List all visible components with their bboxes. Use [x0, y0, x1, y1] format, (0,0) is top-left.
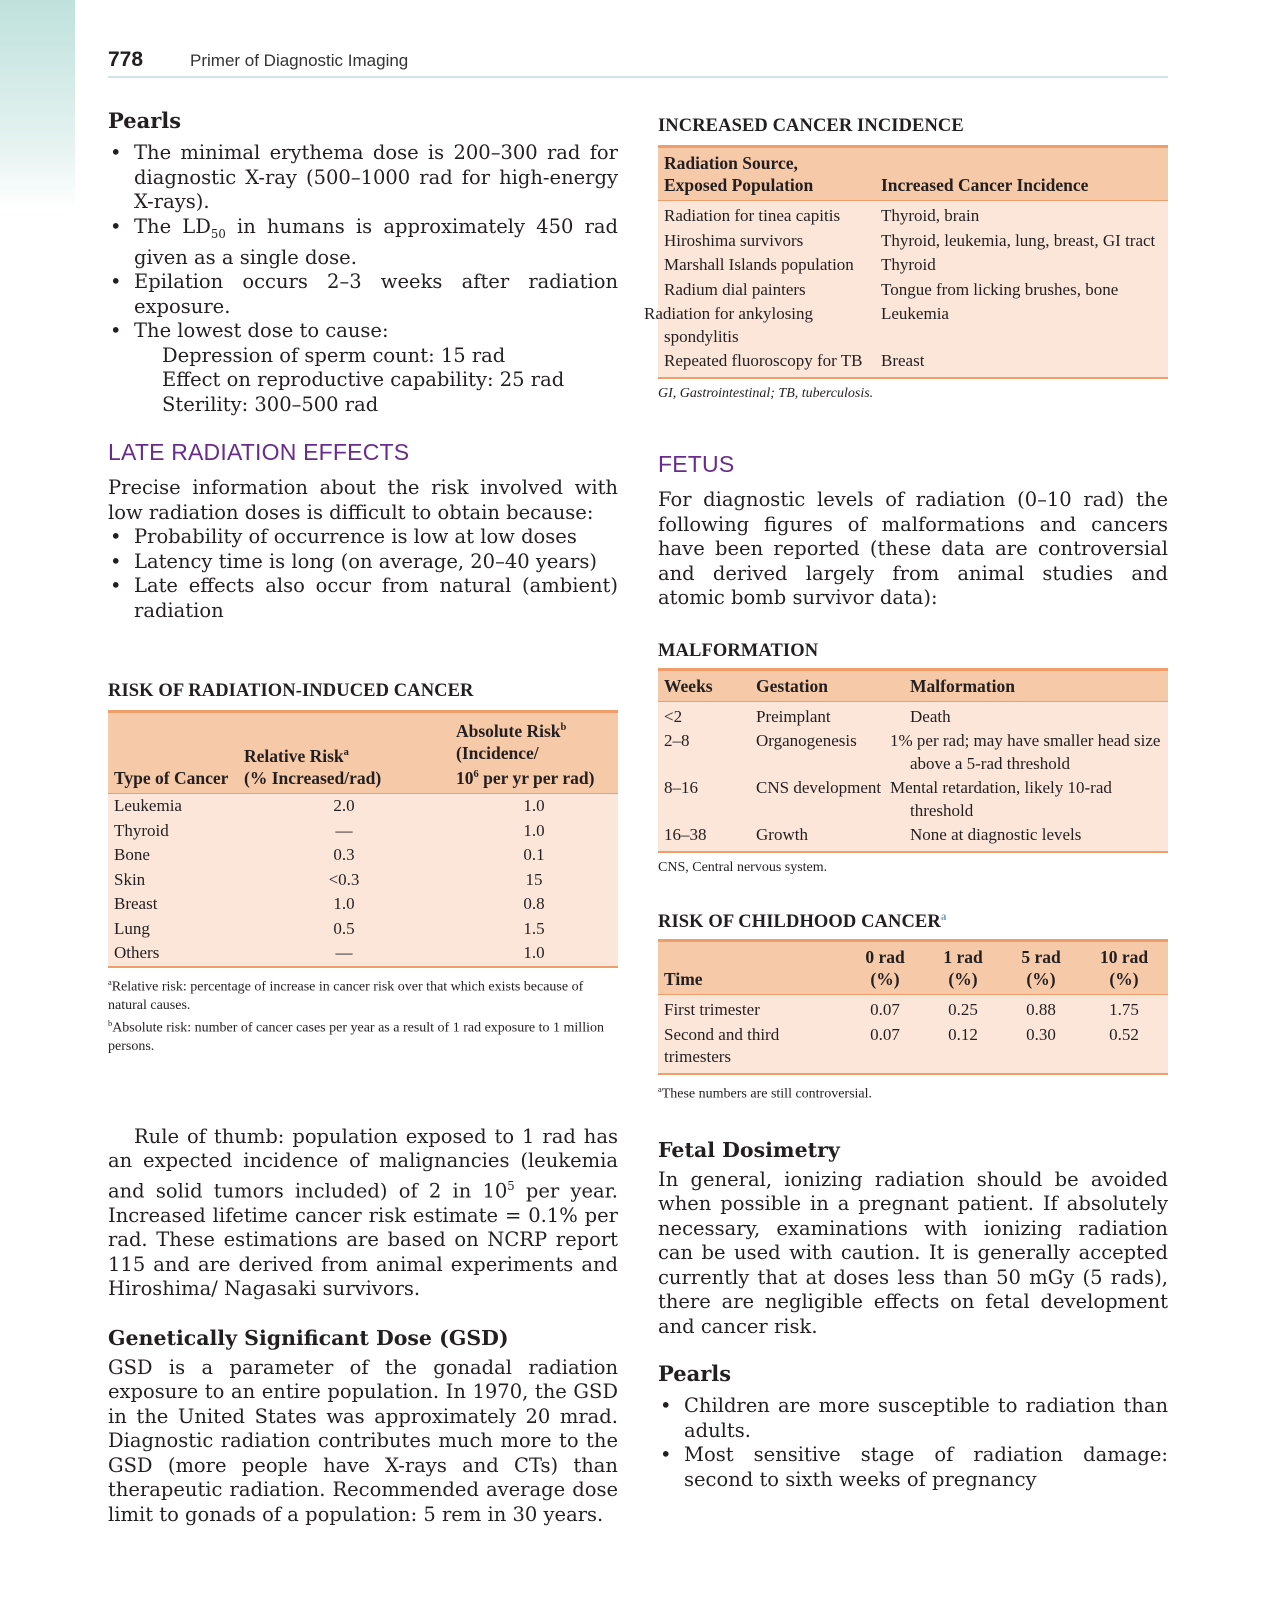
col-type: Type of Cancer [108, 712, 238, 794]
late-bullet: • Probability of occurrence is low at low doses [108, 525, 618, 550]
table-row: Thyroid — 1.0 [114, 820, 545, 840]
col-incidence: Increased Cancer Incidence [875, 147, 1168, 201]
malformation-table-caption: MALFORMATION [658, 640, 819, 661]
col-10rad: 10 rad (%) [1080, 941, 1168, 995]
table-row: 8–16 CNS development Mental retardation, likely 10-rad threshold [664, 778, 1112, 820]
table-row: Marshall Islands population Thyroid [664, 255, 936, 274]
risk-table-block [108, 681, 618, 1056]
malformation-footnote: CNS, Central nervous system. [658, 859, 828, 875]
col-relative: Relative Risk$^a$ (% Increased/rad) [238, 712, 450, 794]
malformation-table-block [658, 641, 1168, 878]
pearl-subitem: Sterility: 300–500 rad [162, 392, 379, 416]
col-weeks: Weeks [658, 669, 750, 701]
gsd-heading: Genetically Significant Dose (GSD) [108, 1325, 509, 1350]
risk-footnote-a: $^a$Relative risk: percentage of increase in cancer risk over that which exists because of natural causes. [108, 977, 584, 1013]
childhood-table-caption: RISK OF CHILDHOOD CANCER$^a$ [658, 911, 947, 933]
col-source: Radiation Source, Exposed Population [658, 147, 875, 201]
pearl-item: • The lowest dose to cause: [108, 319, 618, 344]
left-column [108, 108, 618, 1527]
late-effects-heading: LATE RADIATION EFFECTS [108, 439, 410, 466]
table-row: Repeated fluoroscopy for TB Breast [658, 349, 1168, 378]
table-row: 2–8 Organogenesis 1% per rad; may have smaller head size above a 5-rad threshold [664, 731, 1161, 773]
col-1rad: 1 rad (%) [924, 941, 1002, 995]
incidence-footnote: GI, Gastrointestinal; TB, tuberculosis. [658, 385, 874, 401]
table-row: Radiation for ankylosing spondylitis Leukemia [644, 304, 949, 346]
table-row: Breast 1.0 0.8 [114, 894, 545, 914]
corner-decoration [0, 0, 75, 210]
col-0rad: 0 rad (%) [846, 941, 924, 995]
table-row: Lung 0.5 1.5 [114, 918, 545, 938]
pearl-item [108, 215, 618, 271]
table-row: Radiation for tinea capitis Thyroid, brain [664, 206, 980, 225]
pearl-subitem: Effect on reproductive capability: 25 rad [162, 368, 565, 392]
pearl-item: • Epilation occurs 2–3 weeks after radiation exposure. [108, 270, 618, 319]
table-row: 16–38 Growth None at diagnostic levels [658, 823, 1168, 852]
childhood-table-block [658, 911, 1168, 1104]
childhood-footnote: $^a$These numbers are still controversial. [658, 1084, 873, 1102]
pearls-heading: Pearls [108, 108, 182, 133]
table-row: Hiroshima survivors Thyroid, leukemia, lung, breast, GI tract [664, 230, 1156, 250]
table-row: First trimester 0.07 0.25 0.88 1.75 [664, 1000, 1139, 1020]
table-row: <2 Preimplant Death [664, 706, 951, 726]
pearl-item: • Children are more susceptible to radiation than adults. [658, 1394, 1168, 1443]
incidence-table-caption: INCREASED CANCER INCIDENCE [658, 116, 964, 136]
col-absolute: Absolute Risk$^b$ (Incidence/ $10^6$ per yr per rad) [450, 712, 618, 794]
running-title: Primer of Diagnostic Imaging [190, 51, 409, 70]
pearl-subitem: Depression of sperm count: 15 rad [162, 343, 506, 367]
fetal-dosimetry-paragraph: In general, ionizing radiation should be avoided when possible in a pregnant patient. If absolutely necessary, examinations with ionizing radiation can be used with caution. It is generally accepted currently that at doses less than 50 mGy (5 rads), there are negligible effects on fetal development and cancer risk. [658, 1167, 1168, 1338]
incidence-table [644, 145, 1168, 379]
pearl-item: • The minimal erythema dose is 200–300 rad for diagnostic X-ray (500–1000 rad for high-energy X-rays). [108, 141, 618, 215]
fetus-paragraph: For diagnostic levels of radiation (0–10 rad) the following figures of malformations and cancers have been reported (these data are controversial and derived largely from animal studies and atomic bomb survivor data): [658, 488, 1168, 609]
ld50-text: The $LD_{50}$ in humans is approximately 450 rad given as a single dose. [134, 214, 619, 269]
col-5rad: 5 rad (%) [1002, 941, 1080, 995]
col-time: Time [658, 941, 846, 995]
gsd-paragraph: GSD is a parameter of the gonadal radiation exposure to an entire population. In 1970, the GSD in the United States was approximately 20 mrad. Diagnostic radiation contributes much more to the GSD (more people have X-rays and CTs) than therapeutic radiation. Recommended average dose limit to gonads of a population: 5 rem in 30 years. [108, 1355, 618, 1526]
col-gestation: Gestation [750, 669, 904, 701]
table-row: Skin <0.3 15 [114, 869, 543, 889]
page-header [108, 46, 1168, 78]
late-intro: Precise information about the risk involved with low radiation doses is difficult to obtain because: [108, 476, 618, 524]
col-malformation: Malformation [904, 669, 1168, 701]
table-row: Leukemia 2.0 1.0 [114, 796, 545, 816]
table-row: Second and third trimesters 0.07 0.12 0.30 0.52 [658, 1023, 1168, 1074]
fetus-heading: FETUS [658, 451, 735, 477]
pearls-heading-right: Pearls [658, 1361, 732, 1387]
malformation-table [658, 668, 1168, 853]
childhood-table [658, 939, 1168, 1075]
risk-footnote-b: $^b$Absolute risk: number of cancer cases per year as a result of 1 rad exposure to 1 million persons. [108, 1019, 604, 1055]
fetal-dosimetry-heading: Fetal Dosimetry [658, 1137, 840, 1162]
risk-table-caption: RISK OF RADIATION-INDUCED CANCER [108, 681, 474, 702]
right-column [644, 116, 1168, 1492]
table-row: Radium dial painters Tongue from licking brushes, bone [664, 279, 1119, 299]
rule-of-thumb-paragraph: Rule of thumb: population exposed to 1 rad has an expected incidence of malignancies (leukemia and solid tumors included) of 2 in $10^5$ per year. Increased lifetime cancer risk estimate = 0.1% per rad. These estimations are based on NCRP report 115 and are derived from animal experiments and Hiroshima/ Nagasaki survivors. [108, 1124, 618, 1301]
pearl-item: • Most sensitive stage of radiation damage: second to sixth weeks of pregnancy [658, 1443, 1168, 1492]
late-bullet: • Latency time is long (on average, 20–40 years) [108, 550, 618, 575]
table-row: Others — 1.0 [108, 941, 618, 967]
table-row: Bone 0.3 0.1 [114, 845, 545, 865]
late-bullet: • Late effects also occur from natural (ambient) radiation [108, 574, 618, 623]
page-number: 778 [108, 48, 144, 71]
risk-table [108, 710, 618, 967]
